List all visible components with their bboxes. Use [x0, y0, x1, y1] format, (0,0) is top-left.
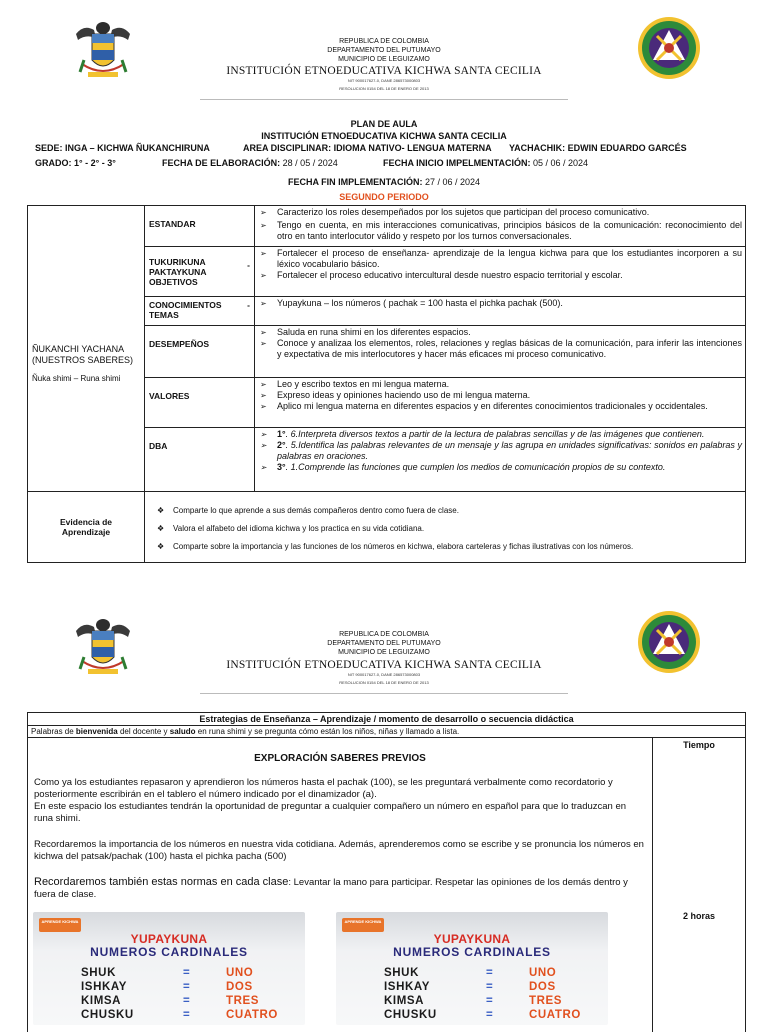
card-subtitle: NUMEROS CARDINALES — [393, 945, 551, 959]
header-departamento: DEPARTAMENTO DEL PUTUMAYO — [327, 47, 441, 54]
tiempo-value: 2 horas — [682, 911, 715, 921]
equals-sign: = — [183, 995, 191, 1007]
plan-elaboracion — [162, 158, 338, 168]
estandar-item: ➢ Tengo en cuenta, en mis interacciones comunicativas, principios básicos de la comunicación: reconocimiento del otro en tanto interlocutor válido y respeto por los turnos conversacionales. — [260, 220, 742, 242]
dba-text: . 6.Interpreta diversos textos a partir de la lectura de palabras sencillas y de las imágenes que contienen. — [285, 429, 705, 439]
objetivos-item: ➢ Fortalecer el proceso educativo intercultural desde nuestro espacio territorial y escolar. — [260, 270, 742, 281]
evidencia-item: ❖ Valora el alfabeto del idioma kichwa y los practica en su vida cotidiana. — [151, 524, 739, 534]
plan-elaboracion-label: FECHA DE ELABORACIÓN: — [162, 158, 281, 168]
norms-lead: Recordaremos también estas normas en cada clase — [34, 876, 289, 888]
header-nit: NIT 900017627-0, DANE 286573000803 — [347, 672, 421, 677]
label-estandar-text: ESTANDAR — [149, 219, 196, 229]
plan-fin-value: 27 / 06 / 2024 — [422, 177, 481, 187]
spanish-number: DOS — [529, 981, 556, 993]
label-conocimientos-1: CONOCIMIENTOS — [149, 300, 222, 310]
content-dba — [255, 428, 746, 492]
plan-area: AREA DISCIPLINAR: IDIOMA NATIVO- LENGUA MATERNA — [243, 143, 492, 153]
equals-sign: = — [486, 967, 494, 979]
institution-logo — [637, 16, 701, 80]
tiempo-column-divider — [652, 737, 653, 1032]
spanish-number: UNO — [226, 967, 254, 979]
card-brand: APRENDE KICHWA — [342, 918, 384, 932]
numbers-card — [33, 912, 305, 1025]
colombia-coat-of-arms — [74, 20, 132, 82]
dba-text: . 1.Comprende las funciones que cumplen los medios de comunicación propios de su contexto. — [285, 462, 666, 472]
saberes-sub: Ñuka shimi – Runa shimi — [32, 373, 121, 383]
label-dba — [145, 428, 255, 492]
saberes-cell — [28, 206, 145, 492]
spanish-number: DOS — [226, 981, 253, 993]
evidencia-item: ❖ Comparte lo que aprende a sus demás compañeros dentro como fuera de clase. — [151, 506, 739, 516]
content-conocimientos — [255, 297, 746, 326]
equals-sign: = — [486, 995, 494, 1007]
header-departamento: DEPARTAMENTO DEL PUTUMAYO — [327, 640, 441, 647]
colombia-coat-of-arms — [74, 617, 132, 679]
valores-item: ➢ Leo y escribo textos en mi lengua materna. — [260, 379, 742, 390]
label-objetivos-1: TUKURIKUNA — [149, 257, 206, 267]
header-divider — [200, 99, 568, 100]
label-conocimientos-2: TEMAS — [149, 310, 179, 320]
header-republica: REPUBLICA DE COLOMBIA — [339, 38, 429, 45]
equals-sign: = — [486, 981, 494, 993]
plan-sede: SEDE: INGA – KICHWA ÑUKANCHIRUNA — [35, 143, 210, 153]
header-resolution: RESOLUCION 0154 DEL 18 DE ENERO DE 2013 — [339, 86, 429, 91]
spanish-number: TRES — [529, 995, 563, 1007]
dba-item — [260, 440, 742, 462]
paragraph: Recordaremos la importancia de los números en nuestra vida cotidiana. Además, aprenderemos como se escribe y se pronuncia los números en kichwa del patsak/pachak (100) hasta el pichka pacha (500) — [34, 839, 644, 862]
kichwa-number: ISHKAY — [384, 981, 430, 993]
curriculum-table — [27, 205, 746, 563]
label-conocimientos-dash: - — [247, 300, 250, 310]
plan-inicio-label: FECHA INICIO IMPELMENTACIÓN: — [383, 158, 531, 168]
spanish-number: CUATRO — [226, 1009, 278, 1021]
paragraph: Como ya los estudiantes repasaron y aprendieron los números hasta el pachak (100), se les preguntará verbalmente como recordatorio y posteriormente escribirán en el tablero el número indicado por el dinamizador (a). — [34, 777, 613, 800]
label-objetivos-dash: - — [247, 260, 250, 270]
label-desempenos-text: DESEMPEÑOS — [149, 339, 209, 349]
label-objetivos — [145, 247, 255, 297]
content-objetivos — [255, 247, 746, 297]
valores-item: ➢ Aplico mi lengua materna en diferentes espacios y en diferentes conocimientos tradicionales y occidentales. — [260, 401, 742, 412]
intro-part: en runa shimi y se pregunta cómo están los niños, niñas y llamado a lista. — [195, 727, 460, 736]
dba-item — [260, 462, 742, 473]
desempenos-item: ➢ Conoce y analizaa los elementos, roles, relaciones y reglas básicas de la comunicación, para inferir las intenciones y expectativa de mis interlocutores y hacer más eficaces mi proceso comunicativo. — [260, 338, 742, 360]
label-desempenos — [145, 326, 255, 378]
desempenos-item: ➢ Saluda en runa shimi en los diferentes espacios. — [260, 327, 742, 338]
content-estandar — [255, 206, 746, 247]
kichwa-number: KIMSA — [384, 995, 425, 1007]
content-desempenos — [255, 326, 746, 378]
spanish-number: UNO — [529, 967, 557, 979]
kichwa-number: ISHKAY — [81, 981, 127, 993]
label-valores — [145, 378, 255, 428]
paragraph: En este espacio los estudiantes tendrán la oportunidad de preguntar a cualquier compañero un número en español para que lo traduzcan en runa shimi. — [34, 801, 627, 824]
dba-text: . 5.Identifica las palabras relevantes de un mensaje y las agrupa en unidades significativas: sonidos en palabras y palabras en oraciones. — [277, 440, 742, 461]
kichwa-number: CHUSKU — [81, 1009, 134, 1021]
intro-bienvenida: bienvenida — [75, 727, 118, 736]
dba-grade: 3° — [277, 462, 286, 472]
header-municipio: MUNICIPIO DE LEGUIZAMO — [338, 649, 430, 656]
dba-grade: 1° — [277, 429, 286, 439]
header-republica: REPUBLICA DE COLOMBIA — [339, 631, 429, 638]
plan-inicio — [383, 158, 588, 168]
plan-grado: GRADO: 1° - 2° - 3° — [35, 158, 116, 168]
paragraph — [34, 876, 646, 901]
header-resolution: RESOLUCION 0154 DEL 18 DE ENERO DE 2013 — [339, 680, 429, 685]
strategies-intro — [28, 726, 745, 738]
plan-institution: INSTITUCIÓN ETNOEDUCATIVA KICHWA SANTA CECILIA — [261, 131, 507, 141]
intro-saludo: saludo — [169, 727, 196, 736]
kichwa-number: KIMSA — [81, 995, 122, 1007]
institution-logo — [637, 610, 701, 674]
equals-sign: = — [183, 967, 191, 979]
header-institution: INSTITUCIÓN ETNOEDUCATIVA KICHWA SANTA CECILIA — [226, 659, 542, 671]
kichwa-number: CHUSKU — [384, 1009, 437, 1021]
header-institution: INSTITUCIÓN ETNOEDUCATIVA KICHWA SANTA CECILIA — [226, 65, 542, 77]
evidencia-label-cell — [28, 492, 145, 563]
plan-fin — [0, 177, 768, 187]
kichwa-number: SHUK — [81, 967, 116, 979]
conocimientos-item: ➢ Yupaykuna – los números ( pachak = 100 hasta el pichka pachak (500). — [260, 298, 742, 309]
intro-part: del docente y — [117, 727, 170, 736]
spanish-number: CUATRO — [529, 1009, 581, 1021]
card-title: YUPAYKUNA — [130, 932, 208, 946]
label-dba-text: DBA — [149, 441, 168, 451]
label-objetivos-3: OBJETIVOS — [149, 277, 198, 287]
norms-rest: : Levantar la mano para participar. Respetar las opiniones de los demás dentro y fuera de clase. — [34, 877, 628, 900]
kichwa-number: SHUK — [384, 967, 419, 979]
plan-elaboracion-value: 28 / 05 / 2024 — [280, 158, 338, 168]
plan-title: PLAN DE AULA — [350, 119, 418, 129]
label-conocimientos — [145, 297, 255, 326]
plan-yachachik: YACHACHIK: EDWIN EDUARDO GARCÉS — [509, 143, 687, 153]
section-title: EXPLORACIÓN SABERES PREVIOS — [254, 753, 426, 764]
evidencia-content — [145, 492, 746, 563]
label-objetivos-2: PAKTAYKUNA — [149, 267, 207, 277]
estandar-item: ➢ Caracterizo los roles desempeñados por los sujetos que participan del proceso comunicativo. — [260, 207, 742, 218]
card-title: YUPAYKUNA — [433, 932, 511, 946]
label-estandar — [145, 206, 255, 247]
strategies-title: Estrategias de Enseñanza – Aprendizaje / momento de desarrollo o secuencia didáctica — [28, 713, 745, 726]
dba-grade: 2° — [277, 440, 286, 450]
valores-item: ➢ Expreso ideas y opiniones haciendo uso de mi lengua materna. — [260, 390, 742, 401]
equals-sign: = — [486, 1009, 494, 1021]
card-subtitle: NUMEROS CARDINALES — [90, 945, 248, 959]
plan-fin-label: FECHA FIN IMPLEMENTACIÓN: — [287, 177, 423, 187]
content-valores — [255, 378, 746, 428]
saberes-title: ÑUKANCHI YACHANA (NUESTROS SABERES) — [32, 343, 134, 365]
plan-inicio-value: 05 / 06 / 2024 — [530, 158, 589, 168]
header-municipio: MUNICIPIO DE LEGUIZAMO — [338, 56, 430, 63]
header-nit: NIT 900017627-0, DANE 286573000803 — [347, 78, 421, 83]
equals-sign: = — [183, 1009, 191, 1021]
card-brand: APRENDE KICHWA — [39, 918, 81, 932]
intro-part: Palabras de — [31, 727, 76, 736]
plan-periodo: SEGUNDO PERIODO — [339, 192, 429, 202]
numbers-card — [336, 912, 608, 1025]
tiempo-label: Tiempo — [683, 740, 715, 750]
header-divider — [200, 693, 568, 694]
evidencia-item: ❖ Comparte sobre la importancia y las funciones de los números en kichwa, elabora carteleras y fichas ilustrativas con los números. — [151, 542, 739, 552]
dba-item — [260, 429, 742, 440]
label-valores-text: VALORES — [149, 391, 190, 401]
evidencia-label: Evidencia de Aprendizaje — [60, 517, 112, 537]
spanish-number: TRES — [226, 995, 260, 1007]
objetivos-item: ➢ Fortalecer el proceso de enseñanza- aprendizaje de la lengua kichwa para que los estudiantes incorporen a su léxico vocabulario básico. — [260, 248, 742, 270]
equals-sign: = — [183, 981, 191, 993]
